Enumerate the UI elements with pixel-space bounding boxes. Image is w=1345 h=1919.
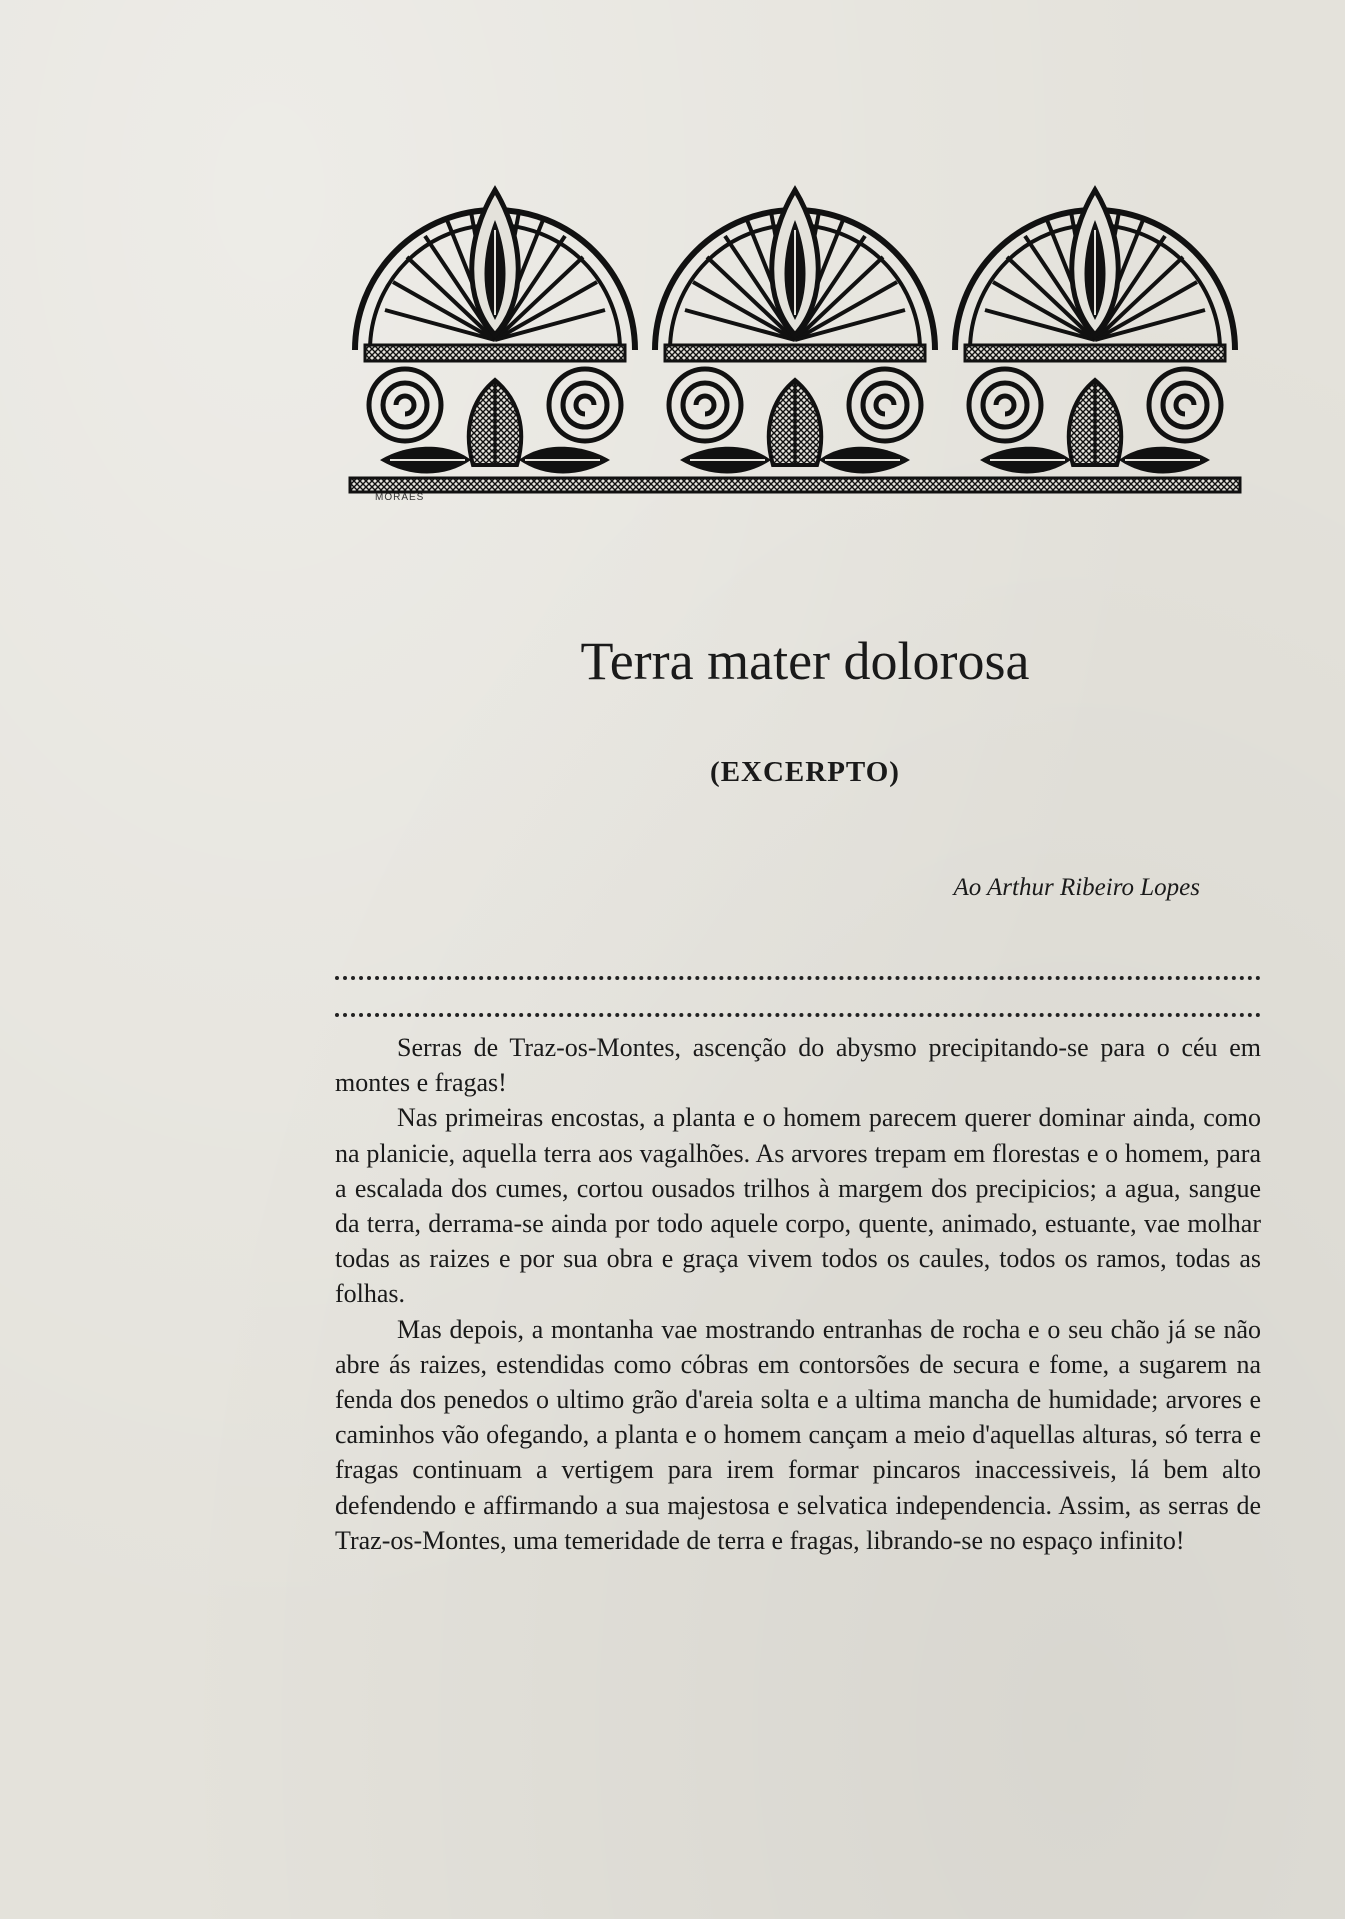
page-subtitle: (EXCERPTO) [710, 756, 900, 788]
palmette-frieze-icon [345, 160, 1245, 500]
body-text [335, 1030, 1261, 1558]
page-title: Terra mater dolorosa [580, 631, 1030, 691]
paragraph: Serras de Traz-os-Montes, ascenção do abysmo precipitando-se para o céu em montes e fragas! [335, 1033, 1261, 1098]
paragraph: Nas primeiras encostas, a planta e o homem parecem querer dominar ainda, como na planicie, aquella terra aos vagalhões. As arvores trepam em florestas e o homem, para a escalada dos cumes, cortou ousados trilhos à margem dos precipicios; a agua, sangue da terra, derrama-se ainda por todo aquele corpo, quente, animado, estuante, vae molhar todas as raizes e por sua obra e graça vivem todos os caules, todos os ramos, todas as folhas. [335, 1103, 1261, 1309]
dotted-separator [335, 966, 1261, 980]
ornament-signature: MORAES [375, 492, 425, 503]
paragraph: Mas depois, a montanha vae mostrando entranhas de rocha e o seu chão já se não abre ás raizes, estendidas como cóbras em contorsões de secura e fome, a sugarem na fenda dos penedos o ultimo grão d'areia solta e a ultima mancha de humidade; arvores e caminhos vão ofegando, a planta e o homem cançam a meio d'aquellas alturas, só terra e fragas continuam a vertigem para irem formar pincaros inaccessiveis, lá bem alto defendendo e affirmando a sua majestosa e selvatica independencia. Assim, as serras de Traz-os-Montes, uma temeridade de terra e fragas, librando-se no espaço infinito! [335, 1314, 1261, 1555]
dotted-separator [335, 1003, 1261, 1017]
dedication: Ao Arthur Ribeiro Lopes [953, 874, 1200, 901]
